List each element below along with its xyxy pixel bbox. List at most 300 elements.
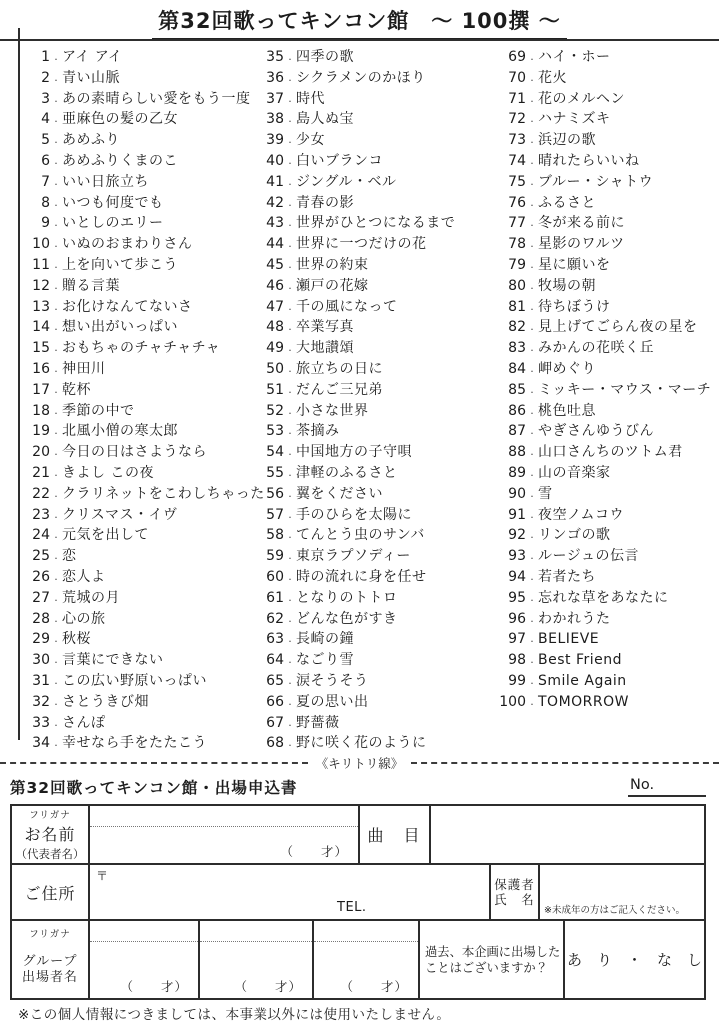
song-number-separator: . <box>54 133 58 147</box>
song-item <box>492 505 716 526</box>
song-item <box>258 338 490 359</box>
song-title: 牧場の朝 <box>538 277 596 294</box>
song-item <box>492 234 716 255</box>
song-number-separator: . <box>530 403 534 417</box>
address-label-cell <box>12 865 90 919</box>
song-title: 涙そうそう <box>296 672 369 689</box>
song-item <box>492 68 716 89</box>
song-item <box>24 733 262 754</box>
song-title: 星に願いを <box>538 256 611 273</box>
song-item <box>24 130 262 151</box>
song-number: 79 <box>508 256 526 273</box>
song-number-separator: . <box>54 91 58 105</box>
song-number-separator: . <box>530 153 534 167</box>
song-number-separator: . <box>530 174 534 188</box>
song-item <box>492 193 716 214</box>
song-number-separator: . <box>54 320 58 334</box>
member-input-cell-3 <box>314 921 420 998</box>
song-item <box>492 567 716 588</box>
song-item <box>258 109 490 130</box>
song-title: 東京ラプソディー <box>296 548 411 565</box>
song-title: TOMORROW <box>538 693 629 710</box>
song-number-separator: . <box>530 569 534 583</box>
song-item <box>24 421 262 442</box>
song-item <box>258 484 490 505</box>
song-title: どんな色がすき <box>296 610 398 627</box>
song-number: 42 <box>266 194 284 211</box>
song-item <box>258 733 490 754</box>
song-number-separator: . <box>530 632 534 646</box>
song-title: 季節の中で <box>62 402 135 419</box>
song-title: 青い山脈 <box>62 69 120 86</box>
song-number: 99 <box>508 672 526 689</box>
song-number-separator: . <box>54 361 58 375</box>
song-item <box>258 297 490 318</box>
song-item <box>492 297 716 318</box>
song-title: ルージュの伝言 <box>538 548 639 565</box>
page-title <box>0 5 719 40</box>
song-title: 津軽のふるさと <box>296 464 398 481</box>
song-title: ジングル・ベル <box>296 173 397 190</box>
song-number-separator: . <box>288 632 292 646</box>
song-title: 世界がひとつになるまで <box>296 215 456 232</box>
song-title: 贈る言葉 <box>62 277 120 294</box>
song-title: ブルー・シャトウ <box>538 173 654 190</box>
song-number: 49 <box>266 340 284 357</box>
song-title: わかれうた <box>538 610 611 627</box>
song-title: 世界に一つだけの花 <box>296 236 427 253</box>
song-number-separator: . <box>54 403 58 417</box>
song-number-separator: . <box>530 445 534 459</box>
form-number-field <box>628 777 706 797</box>
song-title: 今日の日はさようなら <box>62 444 207 461</box>
song-number: 30 <box>32 652 50 669</box>
song-number: 13 <box>32 298 50 315</box>
song-title: 想い出がいっぱい <box>62 319 178 336</box>
song-item <box>24 463 262 484</box>
cut-line-dash-left <box>0 762 308 764</box>
song-item <box>258 172 490 193</box>
song-title: 小さな世界 <box>296 402 369 419</box>
song-number-separator: . <box>530 528 534 542</box>
song-title: だんご三兄弟 <box>296 381 383 398</box>
furigana-label: フリガナ <box>29 929 71 940</box>
song-title-label: 曲 目 <box>367 826 422 845</box>
song-number-separator: . <box>530 278 534 292</box>
song-number: 16 <box>32 360 50 377</box>
past-participation-answer: あ り ・ な し <box>566 951 702 969</box>
song-item <box>24 359 262 380</box>
song-number: 88 <box>508 444 526 461</box>
song-number: 77 <box>508 215 526 232</box>
song-title: 元気を出して <box>62 527 149 544</box>
song-number: 97 <box>508 631 526 648</box>
song-number: 3 <box>41 90 50 107</box>
guardian-label-line2: 氏 名 <box>494 892 535 907</box>
song-number: 27 <box>32 589 50 606</box>
song-number-separator: . <box>288 320 292 334</box>
song-number-separator: . <box>54 590 58 604</box>
song-number: 78 <box>508 236 526 253</box>
song-number: 93 <box>508 548 526 565</box>
song-item <box>24 484 265 505</box>
song-item <box>492 463 716 484</box>
song-item <box>24 297 262 318</box>
song-item <box>258 234 490 255</box>
song-item <box>258 89 490 110</box>
song-number-separator: . <box>54 715 58 729</box>
song-number-separator: . <box>530 257 534 271</box>
song-number-separator: . <box>530 694 534 708</box>
song-number-separator: . <box>530 424 534 438</box>
song-title: 手のひらを太陽に <box>296 506 412 523</box>
song-number: 26 <box>32 568 50 585</box>
song-item <box>492 276 716 297</box>
song-title: なごり雪 <box>296 652 354 669</box>
song-title-input-cell <box>431 806 704 863</box>
song-title: 長崎の鐘 <box>296 631 354 648</box>
song-number-separator: . <box>288 50 292 63</box>
song-number: 53 <box>266 423 284 440</box>
song-number-separator: . <box>530 549 534 563</box>
song-title: 言葉にできない <box>62 652 164 669</box>
song-number-separator: . <box>530 507 534 521</box>
song-item <box>492 172 716 193</box>
song-title: 大地讃頌 <box>296 340 354 357</box>
song-number-separator: . <box>288 70 292 84</box>
song-number: 98 <box>508 652 526 669</box>
guardian-input-cell <box>540 865 704 919</box>
song-number-separator: . <box>54 257 58 271</box>
song-item <box>258 255 490 276</box>
song-item <box>492 546 716 567</box>
song-number: 35 <box>266 49 284 65</box>
song-number-separator: . <box>54 216 58 230</box>
guardian-label-line1: 保護者 <box>494 877 535 892</box>
song-number: 6 <box>41 152 50 169</box>
furigana-write-line <box>200 921 312 942</box>
song-item <box>24 317 262 338</box>
song-number-separator: . <box>54 528 58 542</box>
song-title: 若者たち <box>538 568 596 585</box>
song-title: 時代 <box>296 90 325 107</box>
song-item <box>492 338 716 359</box>
song-title: 四季の歌 <box>296 49 354 65</box>
song-item <box>258 213 490 234</box>
song-item <box>258 525 490 546</box>
song-item <box>24 713 262 734</box>
song-number-separator: . <box>54 382 58 396</box>
song-number: 76 <box>508 194 526 211</box>
song-title: いい日旅立ち <box>62 173 149 190</box>
guardian-label-cell <box>491 865 540 919</box>
song-item <box>24 47 262 68</box>
song-number-separator: . <box>530 486 534 500</box>
song-number: 5 <box>41 132 50 149</box>
song-title: みかんの花咲く丘 <box>538 340 654 357</box>
song-number-separator: . <box>54 299 58 313</box>
song-number: 45 <box>266 256 284 273</box>
song-number-separator: . <box>288 486 292 500</box>
song-number: 10 <box>32 236 50 253</box>
song-number: 63 <box>266 631 284 648</box>
song-item <box>492 359 716 380</box>
song-title: 野薔薇 <box>296 714 340 731</box>
song-title: 旅立ちの日に <box>296 360 383 377</box>
song-number: 17 <box>32 381 50 398</box>
song-number: 48 <box>266 319 284 336</box>
song-number-separator: . <box>288 403 292 417</box>
song-title: 秋桜 <box>62 631 91 648</box>
song-item <box>492 421 716 442</box>
song-title: 北風小僧の寒太郎 <box>62 423 178 440</box>
song-number: 84 <box>508 360 526 377</box>
song-number-separator: . <box>530 382 534 396</box>
song-title: いぬのおまわりさん <box>62 236 193 253</box>
song-number-separator: . <box>288 174 292 188</box>
song-title: 世界の約束 <box>296 256 369 273</box>
song-number: 65 <box>266 672 284 689</box>
song-number: 59 <box>266 548 284 565</box>
song-number-separator: . <box>54 632 58 646</box>
song-number-separator: . <box>288 299 292 313</box>
past-participation-question: 過去、本企画に出場した ことはございますか？ <box>425 944 561 975</box>
guardian-note: ※未成年の方はご記入ください。 <box>544 905 685 916</box>
song-title: ハナミズキ <box>538 111 611 128</box>
song-title: ふるさと <box>538 194 596 211</box>
form-number-label: No. <box>630 777 655 793</box>
song-title: ハイ・ホー <box>538 49 611 65</box>
song-number-separator: . <box>288 341 292 355</box>
song-item <box>24 546 262 567</box>
song-number-separator: . <box>530 361 534 375</box>
song-title: 翼をください <box>296 485 383 502</box>
song-title: 幸せなら手をたたこう <box>62 735 207 752</box>
song-title: 野に咲く花のように <box>296 735 427 752</box>
song-item <box>258 609 490 630</box>
song-title: 山の音楽家 <box>538 464 611 481</box>
song-number-separator: . <box>530 70 534 84</box>
song-number: 37 <box>266 90 284 107</box>
song-item <box>24 255 262 276</box>
song-number: 22 <box>32 485 50 502</box>
song-number-separator: . <box>54 341 58 355</box>
song-title: てんとう虫のサンバ <box>296 527 425 544</box>
past-participation-answer-cell <box>565 921 704 998</box>
song-item <box>492 380 716 401</box>
song-title: 冬が来る前に <box>538 215 625 232</box>
song-item <box>258 47 490 68</box>
song-number: 62 <box>266 610 284 627</box>
song-number-separator: . <box>54 507 58 521</box>
song-number-separator: . <box>530 341 534 355</box>
song-number-separator: . <box>288 465 292 479</box>
song-number-separator: . <box>530 112 534 126</box>
song-title: アイ アイ <box>62 49 123 65</box>
song-number: 57 <box>266 506 284 523</box>
song-item <box>258 629 490 650</box>
song-number: 1 <box>41 49 50 65</box>
song-item <box>492 401 716 422</box>
form-row-name <box>12 806 704 865</box>
song-number: 7 <box>41 173 50 190</box>
song-item <box>258 671 490 692</box>
song-title: いとしのエリー <box>62 215 164 232</box>
song-number: 9 <box>41 215 50 232</box>
song-number-separator: . <box>530 590 534 604</box>
song-title: きよし この夜 <box>62 464 154 481</box>
song-number: 66 <box>266 693 284 710</box>
song-item <box>24 401 262 422</box>
song-number: 47 <box>266 298 284 315</box>
song-number-separator: . <box>288 694 292 708</box>
song-item <box>24 671 262 692</box>
song-number-separator: . <box>288 112 292 126</box>
song-item <box>24 109 262 130</box>
song-number-separator: . <box>288 257 292 271</box>
song-number: 90 <box>508 485 526 502</box>
song-title: 花のメルヘン <box>538 90 625 107</box>
song-item <box>24 629 262 650</box>
song-number-separator: . <box>54 549 58 563</box>
song-column-3 <box>492 47 716 713</box>
song-number-separator: . <box>54 278 58 292</box>
song-title: 島人ぬ宝 <box>296 111 354 128</box>
age-placeholder: （ 才） <box>340 979 408 994</box>
song-title: 瀬戸の花嫁 <box>296 277 369 294</box>
song-number-separator: . <box>288 382 292 396</box>
song-title: シクラメンのかほり <box>296 69 426 86</box>
song-number: 61 <box>266 589 284 606</box>
song-number: 72 <box>508 111 526 128</box>
song-number-separator: . <box>530 465 534 479</box>
song-number: 52 <box>266 402 284 419</box>
song-item <box>492 692 716 713</box>
song-item <box>24 442 262 463</box>
song-number-separator: . <box>530 91 534 105</box>
song-number-separator: . <box>530 237 534 251</box>
song-number-separator: . <box>54 694 58 708</box>
name-input-cell <box>90 806 360 863</box>
song-item <box>492 109 716 130</box>
song-number-separator: . <box>530 611 534 625</box>
song-title: 星影のワルツ <box>538 236 625 253</box>
song-item <box>24 68 262 89</box>
song-number-separator: . <box>288 424 292 438</box>
song-item <box>24 193 262 214</box>
song-number-separator: . <box>288 445 292 459</box>
song-number: 44 <box>266 236 284 253</box>
song-number-separator: . <box>288 569 292 583</box>
song-number-separator: . <box>288 715 292 729</box>
song-title: 乾杯 <box>62 381 91 398</box>
song-number-separator: . <box>54 673 58 687</box>
song-number-separator: . <box>54 486 58 500</box>
member-input-cell-1 <box>90 921 200 998</box>
song-title: 神田川 <box>62 360 106 377</box>
song-item <box>258 401 490 422</box>
song-number: 51 <box>266 381 284 398</box>
song-number-separator: . <box>288 736 292 750</box>
song-item <box>258 193 490 214</box>
song-number: 14 <box>32 319 50 336</box>
furigana-label: フリガナ <box>29 810 71 821</box>
song-number-separator: . <box>54 174 58 188</box>
song-title: 花火 <box>538 69 567 86</box>
song-number: 38 <box>266 111 284 128</box>
song-number: 43 <box>266 215 284 232</box>
song-item <box>24 151 262 172</box>
song-number-separator: . <box>288 153 292 167</box>
song-number: 96 <box>508 610 526 627</box>
song-number: 55 <box>266 464 284 481</box>
tel-label: TEL. <box>337 900 367 915</box>
song-title: 夜空ノムコウ <box>538 506 625 523</box>
song-title: 雪 <box>538 485 553 502</box>
song-item <box>24 692 262 713</box>
song-item <box>258 713 490 734</box>
privacy-note: ※この個人情報につきましては、本事業以外には使用いたしません。 <box>18 1007 451 1023</box>
song-number: 58 <box>266 527 284 544</box>
song-number: 68 <box>266 735 284 752</box>
song-item <box>24 172 262 193</box>
song-item <box>24 89 262 110</box>
song-number: 12 <box>32 277 50 294</box>
song-title: 夏の思い出 <box>296 693 369 710</box>
song-item <box>24 505 262 526</box>
song-item <box>258 650 490 671</box>
song-title: さとうきび畑 <box>62 693 149 710</box>
song-number: 39 <box>266 132 284 149</box>
song-number: 19 <box>32 423 50 440</box>
song-title: この広い野原いっぱい <box>62 672 207 689</box>
song-number: 8 <box>41 194 50 211</box>
song-title: 亜麻色の髪の乙女 <box>62 111 178 128</box>
song-number-separator: . <box>288 91 292 105</box>
song-number: 32 <box>32 693 50 710</box>
age-placeholder: （ 才） <box>280 844 348 859</box>
song-item <box>258 151 490 172</box>
song-number: 25 <box>32 548 50 565</box>
song-column-2 <box>258 47 490 754</box>
address-label: ご住所 <box>24 884 76 903</box>
song-number: 75 <box>508 173 526 190</box>
song-column-1 <box>24 47 265 754</box>
song-number: 20 <box>32 444 50 461</box>
page-title-text: 第32回歌ってキンコン館 ～ 100撰 ～ <box>152 5 566 40</box>
song-number-separator: . <box>54 153 58 167</box>
song-item <box>24 338 262 359</box>
song-number: 89 <box>508 464 526 481</box>
song-number: 28 <box>32 610 50 627</box>
song-item <box>492 650 716 671</box>
form-row-address <box>12 865 704 921</box>
song-item <box>258 421 490 442</box>
song-number-separator: . <box>288 507 292 521</box>
song-number-separator: . <box>54 465 58 479</box>
song-number: 82 <box>508 319 526 336</box>
song-title: 待ちぼうけ <box>538 298 611 315</box>
song-item <box>24 567 262 588</box>
song-item <box>258 505 490 526</box>
member-input-cell-2 <box>200 921 314 998</box>
song-number: 56 <box>266 485 284 502</box>
cut-line-dash-right <box>411 762 719 764</box>
top-divider-rule <box>0 39 719 41</box>
song-title: 山口さんちのツトム君 <box>538 444 683 461</box>
song-item <box>492 213 716 234</box>
song-number: 71 <box>508 90 526 107</box>
